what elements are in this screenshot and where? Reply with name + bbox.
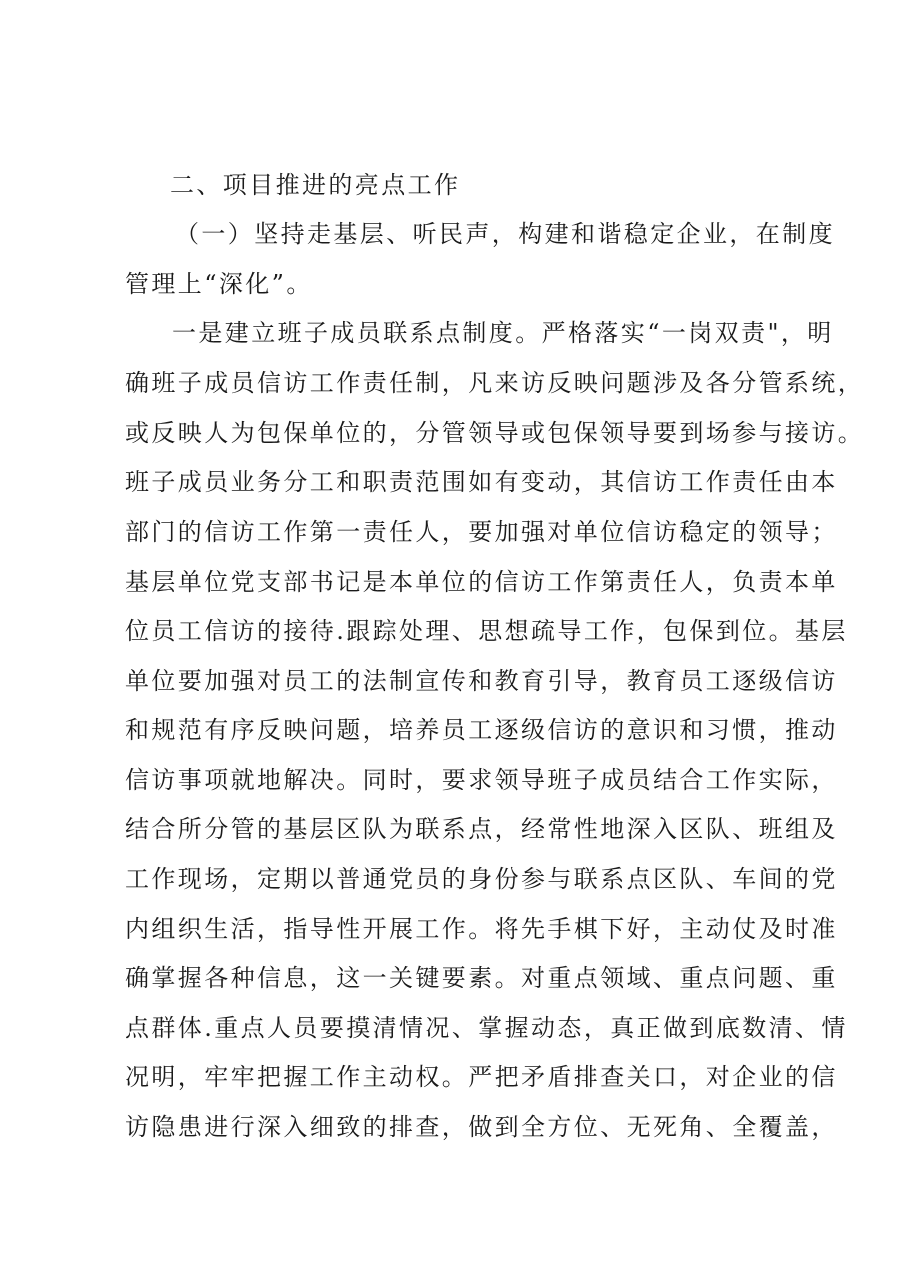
subheading-line: 管理上“深化”。 — [125, 270, 313, 298]
paragraph-line: 访隐患进行深入细致的排查，做到全方位、无死角、全覆盖， — [125, 1113, 838, 1141]
paragraph-line: 单位要加强对员工的法制宣传和教育引导，教育员工逐级信访 — [125, 667, 838, 695]
paragraph-line: 或反映人为包保单位的，分管领导或包保领导要到场参与接访。 — [125, 419, 865, 447]
paragraph-line: 确班子成员信访工作责任制，凡来访反映问题涉及各分管系统， — [125, 369, 865, 397]
paragraph-line: 位员工信访的接待.跟踪处理、思想疏导工作，包保到位。基层 — [125, 617, 848, 645]
subheading-line: （一）坚持走基层、听民声，构建和谐稳定企业，在制度 — [175, 220, 835, 248]
section-heading: 二、项目推进的亮点工作 — [170, 171, 461, 199]
paragraph-line: 内组织生活，指导性开展工作。将先手棋下好，主动仗及时准 — [125, 915, 838, 943]
paragraph-line: 况明，牢牢把握工作主动权。严把矛盾排查关口，对企业的信 — [125, 1063, 838, 1091]
paragraph-line: 信访事项就地解决。同时，要求领导班子成员结合工作实际， — [125, 766, 838, 794]
paragraph-line: 班子成员业务分工和职责范围如有变动，其信访工作责任由本 — [125, 468, 838, 496]
paragraph-line: 结合所分管的基层区队为联系点，经常性地深入区队、班组及 — [125, 815, 838, 843]
paragraph-line: 工作现场，定期以普通党员的身份参与联系点区队、车间的党 — [125, 865, 838, 893]
paragraph-line: 一是建立班子成员联系点制度。严格落实“一岗双责"，明 — [172, 319, 834, 347]
paragraph-line: 部门的信访工作第一责任人，要加强对单位信访稳定的领导； — [125, 518, 838, 546]
paragraph-line: 确掌握各种信息，这一关键要素。对重点领域、重点问题、重 — [125, 964, 838, 992]
paragraph-line: 基层单位党支部书记是本单位的信访工作第责任人，负责本单 — [125, 568, 838, 596]
paragraph-line: 点群体.重点人员要摸清情况、掌握动态，真正做到底数清、情 — [125, 1014, 848, 1042]
paragraph-line: 和规范有序反映问题，培养员工逐级信访的意识和习惯，推动 — [125, 716, 838, 744]
